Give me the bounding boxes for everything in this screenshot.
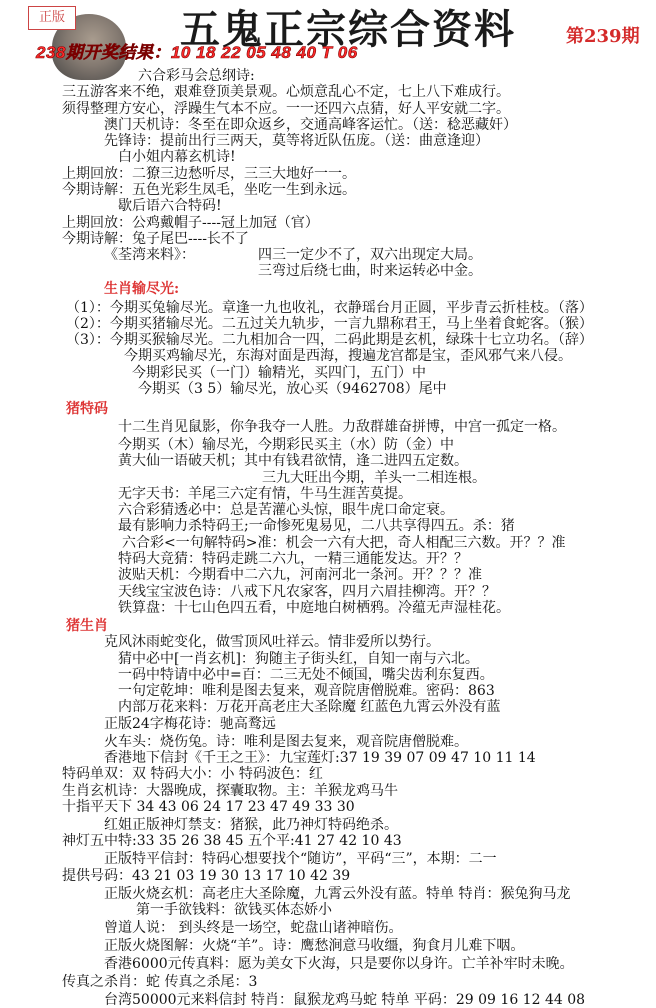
text-line: 今期买（3 5）输尽光，放心买（9462708）尾中 [138,380,447,397]
text-line: 今期诗解：兔子尾巴----长不了 [62,230,249,247]
section-heading: 猪特码 [66,400,108,417]
text-line: 正版24字梅花诗：驰高鹜远 [104,715,276,732]
text-line: 先锋诗：提前出行三两天，莫等将近队伍庞。（送：曲意逢迎） [104,133,489,150]
lottery-result-banner: 238期开奖结果：10 18 22 05 48 40 T 06 [36,43,358,62]
text-line: 十指平天下 34 43 06 24 17 23 47 49 33 30 [62,798,355,815]
text-line: 澳门天机诗：冬至在即众返乡，交通高峰客运忙。（送：稔恶藏奸） [104,116,517,133]
text-line: 正版火烧玄机：高老庄大圣除魔，九霄云外没有蓝。特单 特肖：猴兔狗马龙 [104,885,571,902]
text-line: （3）：今期买猴输尽光。二九相加合一四，二码此期是玄机，绿珠十七立功名。（辞） [66,332,593,349]
text-line: 今期彩民买（一门）输精光，买四门，五门）中 [132,364,426,381]
text-line: 猜中必中[一肖玄机]：狗随主子街头红，自知一南与六北。 [118,650,479,667]
text-line: 六合彩猜透必中：总是苦灌心头惊，眼牛虎口命定衰。 [118,502,454,519]
footer-line: 传真之杀肖：蛇 传真之杀尾：3 [62,974,258,990]
text-line: 香港地下信封《千王之王》：九宝莲灯:37 19 39 07 09 47 10 11 14 [104,750,536,767]
section-heading: 猪生肖 [66,617,108,634]
text-line: 上期回放：二獠三边愁听尽，三三大地好一一。 [62,165,356,182]
text-line: 一句定乾坤：唯利是图去复来，观音院唐僧脱难。密码：863 [118,683,495,700]
text-line: 特码单双：双 特码大小：小 特码波色：红 [62,766,323,783]
text-line: 白小姐内幕玄机诗! [118,149,236,166]
text-line: 内部万花来料：万花开高老庄大圣除魔 红蓝色九霄云外没有蓝 [118,699,501,716]
text-line: 三五游客来不绝，艰难登顶美景观。心烦意乱心不定，七上八下难成行。 [62,84,510,101]
footer-line: 台湾50000元来料信封 特肖：鼠猴龙鸡马蛇 特单 平码：29 09 16 12 44 08 [104,992,586,1008]
text-line: 歇后语六合特码! [118,198,222,215]
text-line: 三弯过后绕七曲，时来运转必中金。 [258,263,482,280]
text-line: （1）：今期买兔输尽光。章逢一九也收礼，衣静瑶台月正圆，平步青云折桂枝。（落） [66,299,593,316]
text-line: 最有影响力杀特码王;一命惨死鬼易见，二八共享得四五。杀：猪 [118,518,515,535]
text-line: 一码中特请中必中=百：二三无处不倾国，嘴尖齿利东复西。 [118,666,494,683]
text-line: 今期诗解：五色光彩生凤毛，坐吃一生到永远。 [62,181,356,198]
text-line: 须得整理方安心，浮躁生气本不应。一一还四六点猜，好人平安就二字。 [62,100,510,117]
text-line: 六合彩马会总纲诗: [138,68,255,84]
text-line: 第一手欲钱料：欲钱买体态娇小 [136,902,332,918]
text-line: 《荃湾来料》： [104,247,195,264]
text-line: 特码大竞猜：特码走跳二六九，一精三通能发达。开？？ [118,551,468,568]
text-line: 无字天书：羊尾三六定有情，牛马生涯苦莫提。 [118,485,412,502]
text-line: 提供号码：43 21 03 19 30 13 17 10 42 39 [62,867,351,884]
text-line: 今期买鸡输尽光，东海对面是西海，搜遍龙宫都是宝，歪风邪气来八侵。 [124,348,572,365]
page-title: 五鬼正宗综合资料 [180,6,516,53]
text-line: 神灯五中特:33 35 26 38 45 五个平:41 27 42 10 43 [62,833,402,850]
footer-line: 香港6000元传真料：愿为美女下火海，只是要你以身许。亡羊补牢时未晚。 [104,956,574,972]
text-line: 四三一定少不了，双六出现定大局。 [258,247,482,264]
text-line: 克风沐雨蛇变化，做雪顶风吐祥云。情非爱所以势行。 [104,634,440,651]
text-line: 天线宝宝波色诗：八戒下凡农家客，四月六眉挂柳湾。开？？ [118,583,496,600]
edition-stamp: 正版 [28,6,76,30]
footer-line: 正版火烧图解：火烧“羊”。诗：鹰愁涧意马收缰，狗食月儿难下咽。 [104,938,525,954]
footer-line: 曾道人说： 到头终是一场空，蛇盘山诸神暗伤。 [104,920,403,936]
text-line: 十二生肖见鼠影，你争我夺一人胜。力敌群雄奋拼博，中宫一孤定一格。 [118,418,566,435]
text-line: 波贴天机：今期看中二六九，河南河北一条河。开？？？准 [118,567,482,584]
text-line: 上期回放：公鸡戴帽子----冠上加冠（官） [62,214,319,231]
text-line: （2）：今期买猪输尽光。二五过关九轨步，一言九鼎称君王，马上坐着食蛇客。（猴） [66,315,593,332]
issue-number: 第239期 [566,26,640,47]
text-line: 黄大仙一语破天机；其中有钱君欲情，逢二进四五定数。 [118,453,468,470]
text-line: 红姐正版神灯禁支：猪猴，此乃神灯特码绝杀。 [104,816,398,833]
text-line: 三九大旺出今期，羊头一二相连根。 [262,469,486,486]
text-line: 今期买（木）输尽光，今期彩民买主（水）防（金）中 [118,437,454,454]
text-line: 正版特平信封：特码心想要找个“随访”，平码“三”，本期：二一 [104,851,497,868]
text-line: 火车头：烧伤兔。诗：唯利是图去复来，观音院唐僧脱难。 [104,733,468,750]
text-line: 铁算盘：十七山色四五看，中庭地白树栖鸦。冷蕴无声湿桂花。 [118,599,510,616]
text-line: 生肖玄机诗：大器晚成，探囊取物。主：羊猴龙鸡马牛 [62,782,398,799]
section-heading: 生肖输尽光: [104,281,180,298]
text-line: 六合彩<一句解特码>准：机会一六有大把，奇人相配三六数。开？？准 [122,534,566,551]
